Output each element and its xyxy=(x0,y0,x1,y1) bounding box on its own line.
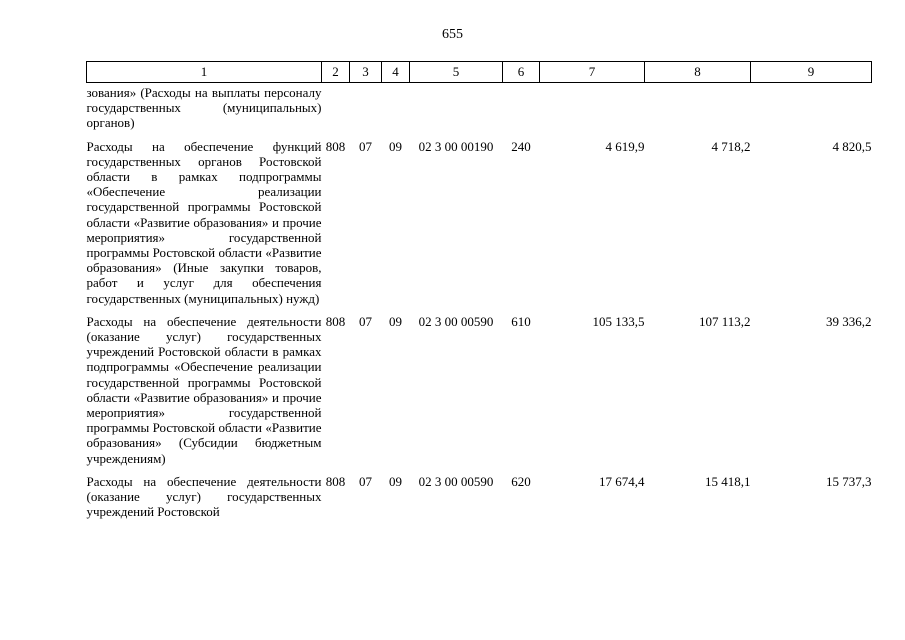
row-amount-col7: 4 619,9 xyxy=(605,138,645,154)
row-ministry-code: 808 xyxy=(325,313,346,329)
table-row xyxy=(87,466,872,520)
header-col-6: 6 xyxy=(503,62,540,83)
row-amount-col7: 105 133,5 xyxy=(592,313,645,329)
row-amount-col8 xyxy=(645,83,751,131)
row-subsection-code: 09 xyxy=(389,313,402,329)
row-ministry-code: 808 xyxy=(325,473,346,489)
row-expense-type-code xyxy=(503,83,540,131)
row-section-code: 07 xyxy=(359,313,372,329)
header-col-5: 5 xyxy=(410,62,503,83)
row-section-code: 07 xyxy=(359,138,372,154)
header-col-2: 2 xyxy=(322,62,350,83)
row-expense-type-code: 240 xyxy=(511,138,531,154)
header-col-4: 4 xyxy=(382,62,410,83)
row-subsection-code: 09 xyxy=(389,473,402,489)
row-amount-col9: 15 737,3 xyxy=(826,473,872,489)
row-ministry-code xyxy=(322,83,350,131)
page-number: 655 xyxy=(442,27,463,42)
row-amount-col7: 17 674,4 xyxy=(599,473,645,489)
row-subsection-code xyxy=(382,83,410,131)
header-col-1: 1 xyxy=(87,62,322,83)
header-col-8: 8 xyxy=(645,62,751,83)
row-section-code xyxy=(350,83,382,131)
row-description: Расходы на обеспечение деятельности (оказание услуг) государственных учреждений Ростовской области в рамках подпрограммы «Обеспечение реализации государственной программы Ростовской области «Развитие образования» и прочие мероприятия» государственной программы Ростовской области «Развитие образования» (Субсидии бюджетным учреждениям) xyxy=(86,313,322,466)
row-amount-col9: 39 336,2 xyxy=(826,313,872,329)
header-col-7: 7 xyxy=(540,62,645,83)
table-row xyxy=(87,131,872,306)
row-description: зования» (Расходы на выплаты персоналу государственных (муниципальных) органов) xyxy=(86,85,322,131)
row-expense-type-code: 610 xyxy=(511,313,531,329)
row-target-code xyxy=(410,83,503,131)
row-target-code: 02 3 00 00590 xyxy=(418,313,494,329)
table-row xyxy=(87,83,872,131)
header-col-9: 9 xyxy=(751,62,872,83)
budget-table xyxy=(86,61,872,519)
row-amount-col9 xyxy=(751,83,872,131)
row-amount-col8: 4 718,2 xyxy=(711,138,751,154)
row-amount-col8: 15 418,1 xyxy=(705,473,751,489)
row-description: Расходы на обеспечение функций государственных органов Ростовской области в рамках подпрограммы «Обеспечение реализации государственной программы Ростовской области «Развитие образования» и прочие мероприятия» государственной программы Ростовской области «Развитие образования» (Иные закупки товаров, работ и услуг для обеспечения государственных (муниципальных) нужд) xyxy=(86,138,322,306)
row-expense-type-code: 620 xyxy=(511,473,531,489)
row-subsection-code: 09 xyxy=(389,138,402,154)
row-target-code: 02 3 00 00590 xyxy=(418,473,494,489)
row-amount-col9: 4 820,5 xyxy=(832,138,872,154)
header-col-3: 3 xyxy=(350,62,382,83)
row-amount-col8: 107 113,2 xyxy=(698,313,751,329)
row-amount-col7 xyxy=(540,83,645,131)
row-ministry-code: 808 xyxy=(325,138,346,154)
row-section-code: 07 xyxy=(359,473,372,489)
row-description: Расходы на обеспечение деятельности (оказание услуг) государственных учреждений Ростовской xyxy=(86,473,322,520)
header-row xyxy=(87,62,872,83)
table-row xyxy=(87,306,872,466)
row-target-code: 02 3 00 00190 xyxy=(418,138,494,154)
